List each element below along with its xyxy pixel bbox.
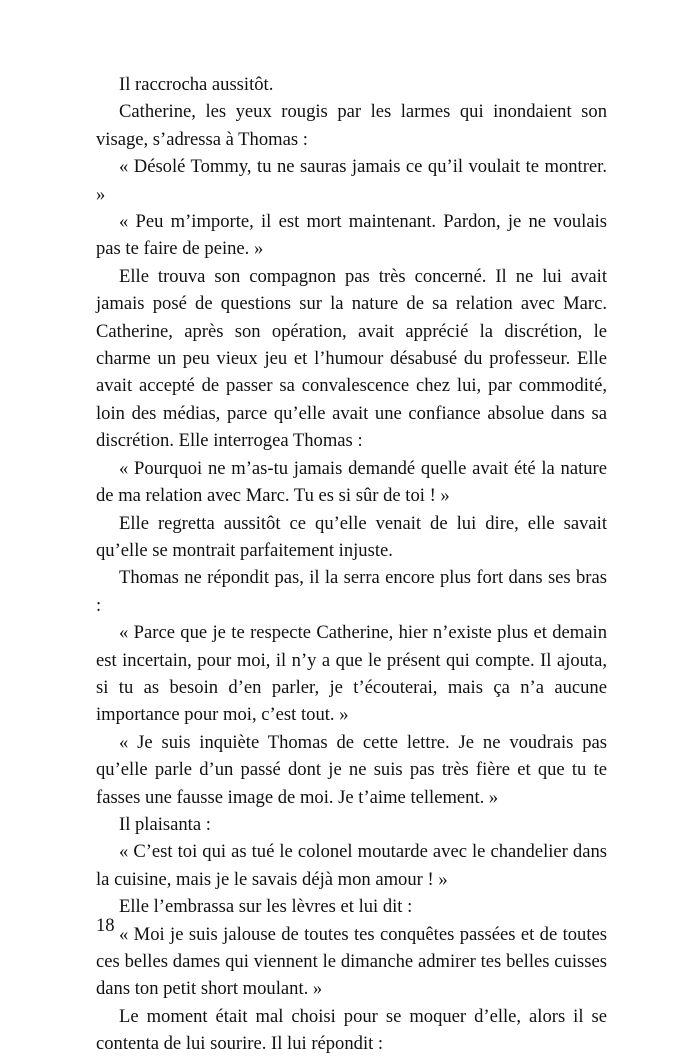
- paragraph: Il raccrocha aussitôt.: [119, 74, 274, 95]
- paragraph: « Désolé Tommy, tu ne sauras jamais ce qu’il voulait te montrer. »: [96, 156, 607, 205]
- paragraph: « Moi je suis jalouse de toutes tes conquêtes passées et de toutes ces belles dames qui viennent le dimanche admirer tes belles cuisses dans ton petit short moulant. »: [96, 923, 607, 1000]
- page-number: 18: [96, 915, 115, 936]
- paragraph: « Je suis inquiète Thomas de cette lettre. Je ne voudrais pas qu’elle parle d’un passé dont je ne suis pas très fière et que tu te fasses une fausse image de moi. Je t’aime tellement. »: [96, 731, 607, 808]
- page-body: [96, 71, 607, 1058]
- paragraph: Le moment était mal choisi pour se moquer d’elle, alors il se contenta de lui sourire. Il lui répondit :: [96, 1005, 607, 1055]
- paragraph: « Pourquoi ne m’as-tu jamais demandé quelle avait été la nature de ma relation avec Marc. Tu es si sûr de toi ! »: [96, 457, 607, 507]
- paragraph: Elle l’embrassa sur les lèvres et lui dit :: [119, 896, 413, 918]
- paragraph: Elle regretta aussitôt ce qu’elle venait de lui dire, elle savait qu’elle se montrait parfaitement injuste.: [96, 512, 607, 561]
- paragraph: Catherine, les yeux rougis par les larmes qui inondaient son visage, s’adressa à Thomas :: [96, 101, 607, 150]
- paragraph: « Peu m’importe, il est mort maintenant. Pardon, je ne voulais pas te faire de peine. »: [96, 211, 607, 260]
- paragraph: Thomas ne répondit pas, il la serra encore plus fort dans ses bras :: [96, 567, 607, 616]
- paragraph: « C’est toi qui as tué le colonel moutarde avec le chandelier dans la cuisine, mais je le savais déjà mon amour ! »: [96, 841, 607, 890]
- paragraph: « Parce que je te respecte Catherine, hier n’existe plus et demain est incertain, pour moi, il n’y a que le présent qui compte. Il ajouta, si tu as besoin d’en parler, je t’écouterai, mais ça n’a aucune importance pour moi, c’est tout. »: [96, 622, 607, 726]
- paragraph: Elle trouva son compagnon pas très concerné. Il ne lui avait jamais posé de questions sur la nature de sa relation avec Marc. Catherine, après son opération, avait apprécié la discrétion, le charme un peu vieux jeu et l’humour désabusé du professeur. Elle avait accepté de passer sa convalescence chez lui, par commodité, loin des médias, parce qu’elle avait une confiance absolue dans sa discrétion. Elle interrogea Thomas :: [96, 265, 607, 452]
- paragraph: Il plaisanta :: [119, 813, 211, 835]
